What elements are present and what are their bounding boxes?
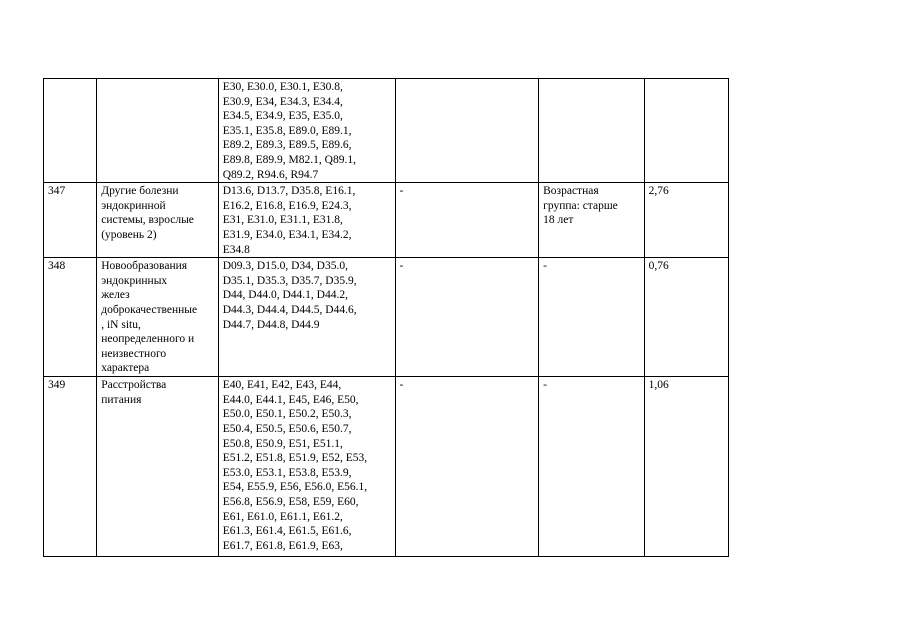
table-row-348 xyxy=(44,258,729,377)
age-group-cell: - xyxy=(539,258,644,377)
coefficient-cell: 1,06 xyxy=(644,377,728,557)
table-row-347 xyxy=(44,183,729,258)
additional-criteria-cell xyxy=(395,79,539,183)
table-row-continuation xyxy=(44,79,729,183)
age-group-cell: - xyxy=(539,377,644,557)
coefficient-cell: 2,76 xyxy=(644,183,728,258)
diagnosis-coefficient-table xyxy=(43,78,729,557)
group-name-cell: Расстройства питания xyxy=(97,377,219,557)
icd-codes-cell: D09.3, D15.0, D34, D35.0, D35.1, D35.3, D35.7, D35.9, D44, D44.0, D44.1, D44.2, D44.3, D44.4, D44.5, D44.6, D44.7, D44.8, D44.9 xyxy=(218,258,395,377)
additional-criteria-cell: - xyxy=(395,258,539,377)
row-number-cell xyxy=(44,79,97,183)
coefficient-cell xyxy=(644,79,728,183)
additional-criteria-cell: - xyxy=(395,377,539,557)
additional-criteria-cell: - xyxy=(395,183,539,258)
group-name-cell: Другие болезни эндокринной системы, взрослые (уровень 2) xyxy=(97,183,219,258)
coefficient-cell: 0,76 xyxy=(644,258,728,377)
icd-codes-cell: E40, E41, E42, E43, E44, E44.0, E44.1, E45, E46, E50, E50.0, E50.1, E50.2, E50.3, E50.4, E50.5, E50.6, E50.7, E50.8, E50.9, E51, E51.1, E51.2, E51.8, E51.9, E52, E53, E53.0, E53.1, E53.8, E53.9, E54, E55.9, E56, E56.0, E56.1, E56.8, E56.9, E58, E59, E60, E61, E61.0, E61.1, E61.2, E61.3, E61.4, E61.5, E61.6, E61.7, E61.8, E61.9, E63, xyxy=(218,377,395,557)
row-number-cell: 349 xyxy=(44,377,97,557)
age-group-cell: Возрастная группа: старше 18 лет xyxy=(539,183,644,258)
row-number-cell: 347 xyxy=(44,183,97,258)
icd-codes-cell: E30, E30.0, E30.1, E30.8, E30.9, E34, E34.3, E34.4, E34.5, E34.9, E35, E35.0, E35.1, E35.8, E89.0, E89.1, E89.2, E89.3, E89.5, E89.6, E89.8, E89.9, M82.1, Q89.1, Q89.2, R94.6, R94.7 xyxy=(218,79,395,183)
table-row-349 xyxy=(44,377,729,557)
table-body xyxy=(44,79,729,557)
group-name-cell: Новообразования эндокринных желез доброкачественные , iN situ, неопределенного и неизвестного характера xyxy=(97,258,219,377)
group-name-cell xyxy=(97,79,219,183)
age-group-cell xyxy=(539,79,644,183)
row-number-cell: 348 xyxy=(44,258,97,377)
icd-codes-cell: D13.6, D13.7, D35.8, E16.1, E16.2, E16.8, E16.9, E24.3, E31, E31.0, E31.1, E31.8, E31.9, E34.0, E34.1, E34.2, E34.8 xyxy=(218,183,395,258)
